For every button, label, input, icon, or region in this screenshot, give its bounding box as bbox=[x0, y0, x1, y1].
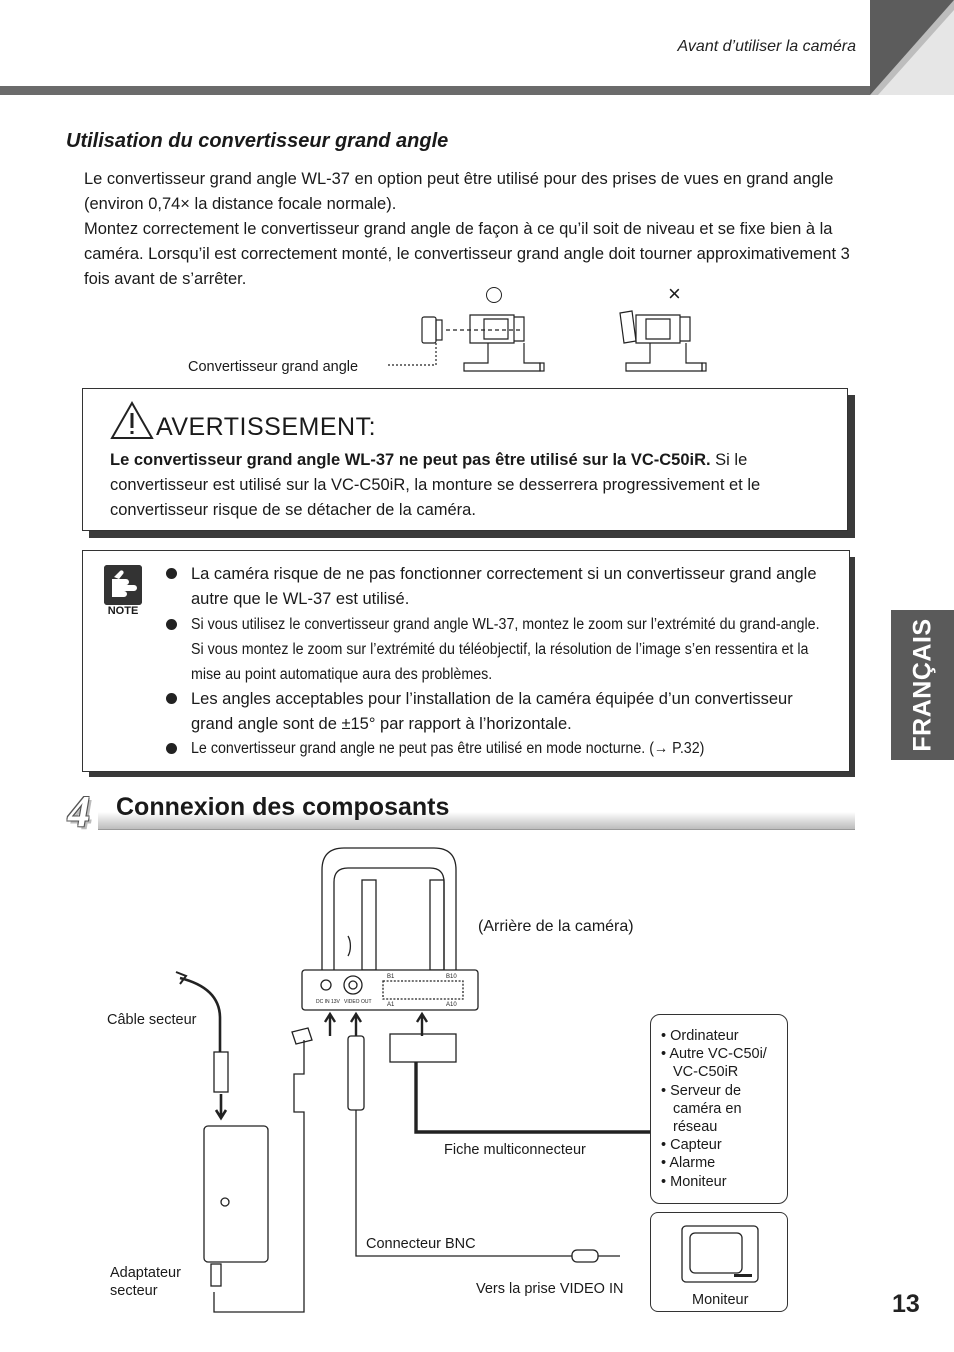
converter-illustration bbox=[380, 305, 730, 380]
section-number: 4 bbox=[68, 787, 90, 836]
ac-adapter-label: Adaptateur secteur bbox=[110, 1265, 181, 1299]
warning-text bbox=[110, 448, 834, 523]
panel-label-a1: A1 bbox=[387, 1002, 395, 1008]
bullet-icon bbox=[166, 693, 177, 704]
correct-mark-icon bbox=[486, 287, 502, 303]
note-item: Les angles acceptables pour l’installation de la caméra équipée d’un convertisseur grand angle sont de ±15° par rapport à l’horizontale. bbox=[191, 690, 793, 733]
note-item: Si vous utilisez le convertisseur grand angle WL-37, montez le zoom sur l’extrémité du grand-angle. Si vous montez le zoom sur l’extrémité du téléobjectif, la résolution de l’image s’en ressentira et la mise au point automatique aura des problèmes. bbox=[191, 616, 820, 683]
devices-list-box bbox=[650, 1014, 788, 1204]
list-item: • Autre VC-C50i/ VC-C50iR bbox=[661, 1046, 767, 1081]
section-title: Utilisation du convertisseur grand angle bbox=[66, 130, 449, 152]
multi-connector-label: Fiche multiconnecteur bbox=[444, 1142, 586, 1158]
note-item: La caméra risque de ne pas fonctionner correctement si un convertisseur grand angle autre que le WL-37 est utilisé. bbox=[191, 565, 817, 608]
note-hand-icon bbox=[104, 565, 142, 605]
page-corner-decoration bbox=[870, 0, 954, 95]
list-item: • Alarme bbox=[661, 1155, 716, 1172]
language-tab-label: FRANÇAIS bbox=[908, 618, 936, 752]
warning-body-text: Si le convertisseur est utilisé sur la VC-C50iR, la monture se desserrera progressivement et le convertisseur risque de se détacher de la caméra. bbox=[110, 451, 761, 519]
bnc-connector-label: Connecteur BNC bbox=[366, 1236, 476, 1252]
power-cable-label: Câble secteur bbox=[107, 1012, 197, 1028]
video-in-label: Vers la prise VIDEO IN bbox=[476, 1281, 624, 1297]
paragraph-mounting: Montez correctement le convertisseur grand angle de façon à ce qu’il soit de niveau et se fixe bien à la caméra. Lorsqu’il est correctement monté, le convertisseur grand angle doit tourner approximativement 3 fois avant de s’arrêter. bbox=[84, 220, 850, 288]
header-bar bbox=[0, 86, 870, 95]
note-label: NOTE bbox=[107, 605, 139, 617]
bullet-icon bbox=[166, 743, 177, 754]
list-item: • Serveur de caméra en réseau bbox=[661, 1082, 742, 1136]
list-item: • Moniteur bbox=[661, 1173, 727, 1190]
incorrect-mark-icon: × bbox=[668, 281, 681, 306]
camera-rear-label: (Arrière de la caméra) bbox=[478, 918, 634, 935]
paragraph-intro: Le convertisseur grand angle WL-37 en option peut être utilisé pour des prises de vues en grand angle (environ 0,74× la distance focale normale). bbox=[84, 170, 834, 213]
note-item: Le convertisseur grand angle ne peut pas être utilisé en mode nocturne. (→ P.32) bbox=[191, 740, 705, 757]
panel-label-dc-in: DC IN 13V bbox=[316, 999, 340, 1005]
warning-triangle-icon bbox=[110, 400, 154, 440]
list-item: • Ordinateur bbox=[661, 1028, 739, 1044]
converter-label: Convertisseur grand angle bbox=[188, 359, 359, 375]
bullet-icon bbox=[166, 619, 177, 630]
warning-title: AVERTISSEMENT: bbox=[156, 413, 377, 441]
section-title: Connexion des composants bbox=[116, 793, 450, 821]
panel-label-video-out: VIDEO OUT bbox=[344, 999, 372, 1005]
panel-label-b10: B10 bbox=[446, 974, 457, 980]
warning-bold-text: Le convertisseur grand angle WL-37 ne peut pas être utilisé sur la VC-C50iR. bbox=[110, 451, 711, 469]
panel-label-a10: A10 bbox=[446, 1002, 457, 1008]
devices-list bbox=[651, 1015, 787, 1191]
bullet-icon bbox=[166, 568, 177, 579]
page-number: 13 bbox=[892, 1290, 920, 1318]
language-tab bbox=[891, 610, 954, 760]
monitor-icon bbox=[680, 1224, 760, 1284]
header-title: Avant d’utiliser la caméra bbox=[677, 38, 856, 55]
list-item: • Capteur bbox=[661, 1137, 722, 1154]
monitor-label: Moniteur bbox=[692, 1292, 749, 1308]
panel-label-b1: B1 bbox=[387, 974, 395, 980]
